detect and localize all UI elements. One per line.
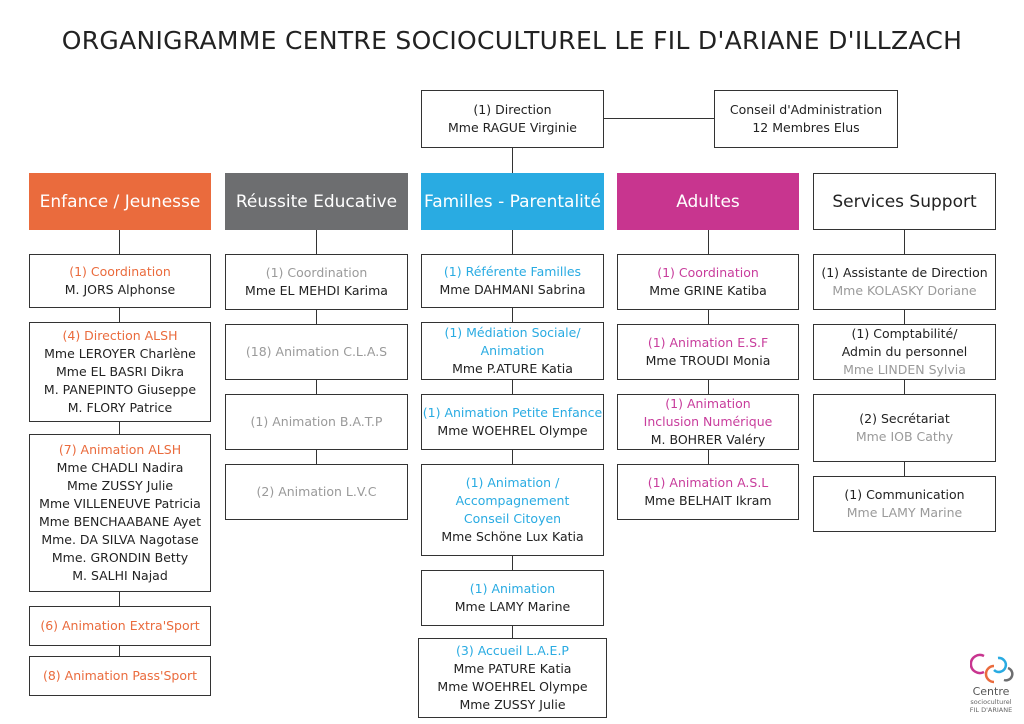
role-label: (1) Animation / [465, 475, 560, 490]
role-label: Accompagnement [455, 493, 570, 508]
support-assistante-box[interactable] [813, 254, 996, 310]
connector [512, 380, 513, 394]
connector [708, 230, 709, 254]
support-communication-box[interactable] [813, 476, 996, 532]
role-label: (1) Coordination [265, 265, 368, 280]
role-label: (1) Animation [469, 581, 556, 596]
person-name: Mme TROUDI Monia [645, 353, 771, 368]
person-name: Mme LINDEN Sylvia [843, 362, 966, 377]
connector [904, 310, 905, 324]
enfance-animation-alsh-box[interactable] [29, 434, 211, 592]
role-label: Admin du personnel [841, 344, 968, 359]
conseil-line1: Conseil d'Administration [729, 102, 883, 117]
person-name: Mme P.ATURE Katia [452, 361, 573, 376]
connector [512, 230, 513, 254]
person-name: Mme KOLASKY Doriane [832, 283, 977, 298]
connector [316, 380, 317, 394]
connector [119, 646, 120, 656]
role-label: (1) Coordination [657, 265, 759, 280]
support-secretariat-box[interactable] [813, 394, 996, 462]
enfance-pass-sport-box[interactable] [29, 656, 211, 696]
role-label: (1) Communication [844, 487, 965, 502]
connector [119, 230, 120, 254]
role-label: (18) Animation C.L.A.S [245, 344, 388, 359]
logo-icon [970, 650, 1014, 686]
connector [119, 592, 120, 606]
connector [119, 308, 120, 322]
connector [119, 422, 120, 434]
role-label: (2) Secrétariat [859, 411, 950, 426]
role-label: (1) Animation B.A.T.P [250, 414, 383, 429]
familles-referente-box[interactable] [421, 254, 604, 308]
connector [512, 556, 513, 570]
person-name: M. PANEPINTO Giuseppe [43, 382, 197, 397]
enfance-extra-sport-box[interactable] [29, 606, 211, 646]
role-label: (7) Animation ALSH [58, 442, 182, 457]
direction-box[interactable] [421, 90, 604, 148]
familles-animation-box[interactable] [421, 570, 604, 626]
reussite-lvc-box[interactable] [225, 464, 408, 520]
person-name: Mme LAMY Marine [846, 505, 963, 520]
logo-sub2: FIL D'ARIANE [969, 706, 1013, 714]
person-name: Mme CHADLI Nadira [56, 460, 184, 475]
role-label: (1) Assistante de Direction [821, 265, 988, 280]
conseil-line2: 12 Membres Elus [752, 120, 860, 135]
role-label: Conseil Citoyen [463, 511, 562, 526]
person-name: Mme EL BASRI Dikra [55, 364, 184, 379]
person-name: Mme ZUSSY Julie [66, 478, 174, 493]
person-name: Mme WOEHREL Olympe [437, 679, 588, 694]
role-label: (1) Coordination [69, 264, 171, 279]
person-name: Mme. DA SILVA Nagotase [41, 532, 199, 547]
person-name: Mme EL MEHDI Karima [245, 283, 388, 298]
connector [603, 118, 714, 119]
person-name: Mme. GRONDIN Betty [51, 550, 189, 565]
person-name: Mme IOB Cathy [855, 429, 954, 444]
role-label: (3) Accueil L.A.E.P [456, 643, 569, 658]
reussite-clas-box[interactable] [225, 324, 408, 380]
role-label: (1) Comptabilité/ [851, 326, 958, 341]
person-name: Mme LAMY Marine [454, 599, 571, 614]
role-label: (1) Animation Petite Enfance [422, 405, 603, 420]
adultes-asl-box[interactable] [617, 464, 799, 520]
reussite-coordination-box[interactable] [225, 254, 408, 310]
role-label: (1) Référente Familles [443, 264, 582, 279]
connector [316, 230, 317, 254]
person-name: Mme GRINE Katiba [649, 283, 767, 298]
person-name: Mme BELHAIT Ikram [644, 493, 772, 508]
person-name: M. SALHI Najad [72, 568, 168, 583]
conseil-box[interactable] [714, 90, 898, 148]
familles-accompagnement-box[interactable] [421, 464, 604, 556]
direction-role: (1) Direction [473, 102, 552, 117]
role-label: (2) Animation L.V.C [256, 484, 377, 499]
person-name: Mme DAHMANI Sabrina [439, 282, 586, 297]
connector [708, 450, 709, 464]
role-label: Inclusion Numérique [643, 414, 773, 429]
adultes-inclusion-numerique-box[interactable] [617, 394, 799, 450]
header-adultes[interactable]: Adultes [617, 173, 799, 230]
familles-petite-enfance-box[interactable] [421, 394, 604, 450]
logo-sub1: socioculturel [970, 698, 1012, 706]
connector [512, 148, 513, 174]
page-title: ORGANIGRAMME CENTRE SOCIOCULTUREL LE FIL D'ARIANE D'ILLZACH [61, 26, 963, 55]
familles-laep-box[interactable] [418, 638, 607, 718]
connector [708, 380, 709, 394]
familles-mediation-box[interactable] [421, 322, 604, 380]
person-name: M. JORS Alphonse [64, 282, 176, 297]
reussite-batp-box[interactable] [225, 394, 408, 450]
person-name: Mme LEROYER Charlène [44, 346, 196, 361]
direction-name: Mme RAGUE Virginie [447, 120, 577, 135]
person-name: M. FLORY Patrice [67, 400, 173, 415]
header-services-support[interactable]: Services Support [813, 173, 996, 230]
role-label: (1) Médiation Sociale/ [444, 325, 581, 340]
role-label: (1) Animation [665, 396, 751, 411]
adultes-coordination-box[interactable] [617, 254, 799, 310]
connector [316, 450, 317, 464]
person-name: Mme Schöne Lux Katia [441, 529, 584, 544]
enfance-direction-alsh-box[interactable] [29, 322, 211, 422]
role-label: Animation [480, 343, 545, 358]
connector [316, 310, 317, 324]
person-name: Mme BENCHAABANE Ayet [38, 514, 202, 529]
role-label: (1) Animation E.S.F [647, 335, 769, 350]
role-label: (1) Animation A.S.L [647, 475, 769, 490]
role-label: (6) Animation Extra'Sport [40, 618, 200, 633]
person-name: Mme ZUSSY Julie [459, 697, 566, 712]
person-name: Mme VILLENEUVE Patricia [39, 496, 201, 511]
adultes-esf-box[interactable] [617, 324, 799, 380]
connector [708, 310, 709, 324]
support-comptabilite-box[interactable] [813, 324, 996, 380]
logo-sub [964, 698, 1018, 714]
role-label: (8) Animation Pass'Sport [42, 668, 198, 683]
connector [904, 380, 905, 394]
connector [904, 462, 905, 476]
person-name: Mme WOEHREL Olympe [437, 423, 588, 438]
header-reussite-educative[interactable]: Réussite Educative [225, 173, 408, 230]
role-label: (4) Direction ALSH [62, 328, 178, 343]
header-enfance-jeunesse[interactable]: Enfance / Jeunesse [29, 173, 211, 230]
person-name: Mme PATURE Katia [453, 661, 572, 676]
logo-word: Centre [972, 685, 1010, 698]
connector [512, 626, 513, 638]
connector [512, 308, 513, 322]
enfance-coordination-box[interactable] [29, 254, 211, 308]
connector [904, 230, 905, 254]
connector [512, 450, 513, 464]
header-familles-parentalite[interactable]: Familles - Parentalité [421, 173, 604, 230]
person-name: M. BOHRER Valéry [650, 432, 766, 447]
